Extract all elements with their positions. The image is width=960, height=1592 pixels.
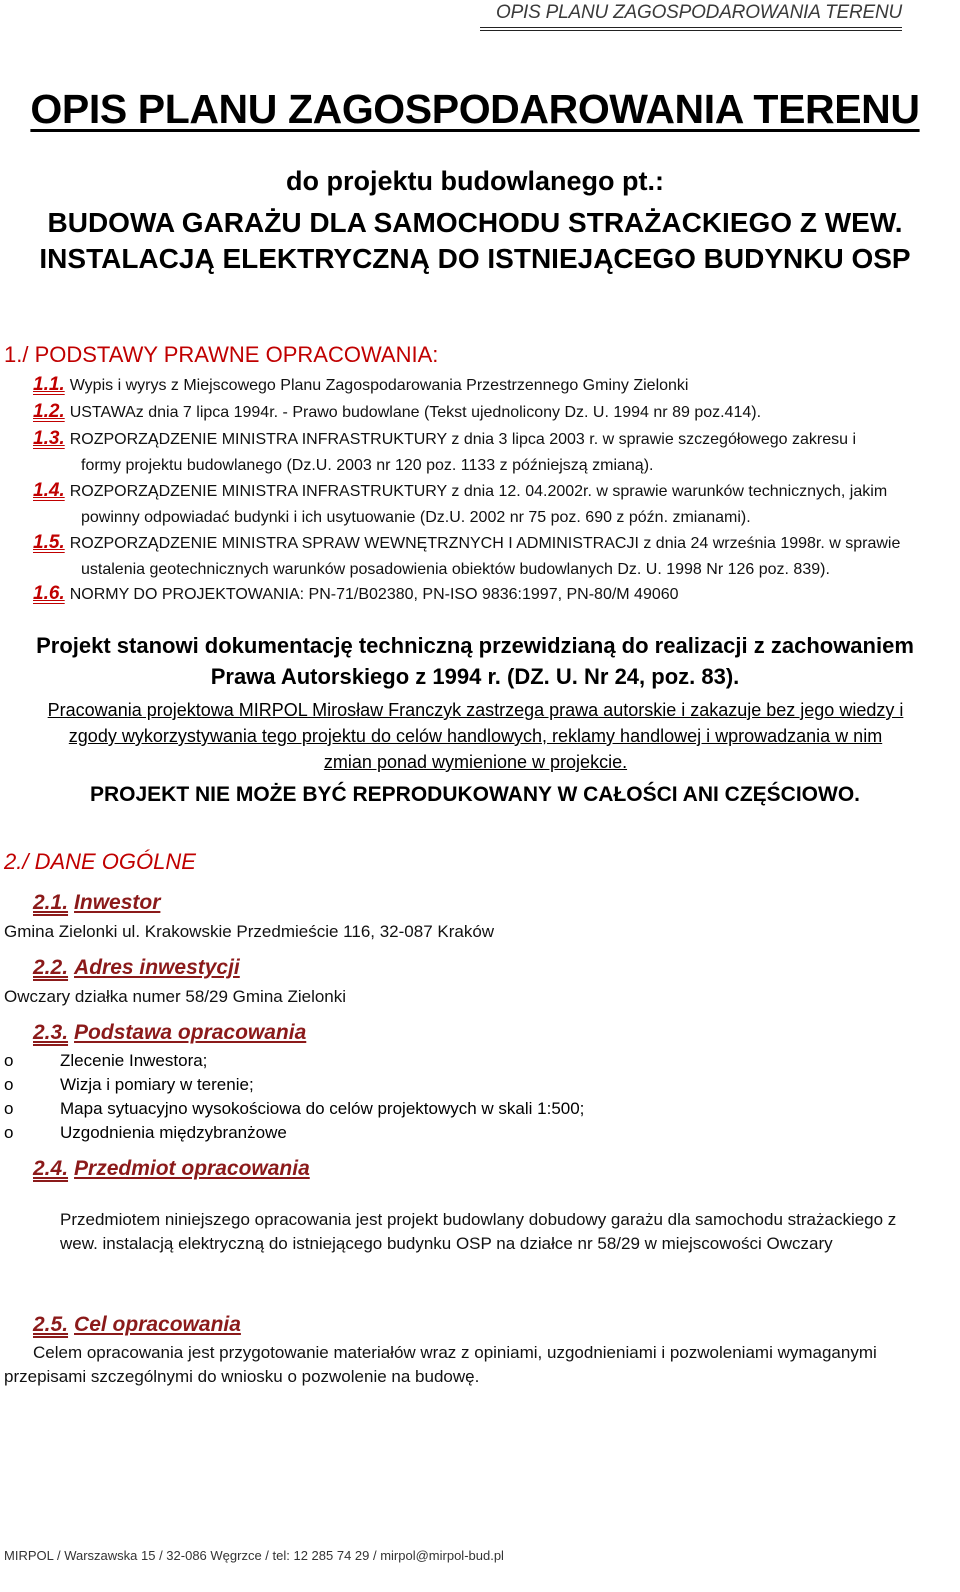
item-number: 1.4. (33, 480, 65, 501)
notice-line: Pracowania projektowa MIRPOL Mirosław Franczyk zastrzega prawa autorskie i zakazuje bez jego wiedzy i (47, 700, 904, 720)
subsection-number: 2.3. (33, 1021, 69, 1044)
subsection-heading (33, 1157, 310, 1181)
bullet-icon: o (4, 1123, 14, 1142)
legal-basis-item (33, 399, 953, 426)
section-heading: 1./ PODSTAWY PRAWNE OPRACOWANIA: (4, 342, 439, 367)
item-number: 1.6. (33, 583, 65, 604)
item-text: ROZPORZĄDZENIE MINISTRA INFRASTRUKTURY z dnia 12. 04.2002r. w sprawie warunków technicznych, jakim (69, 483, 888, 500)
subsection-title: Inwestor (74, 891, 161, 914)
legal-basis-item (33, 581, 953, 608)
list-item-text: Mapa sytuacyjno wysokościowa do celów projektowych w skali 1:500; (60, 1099, 585, 1118)
list-item-text: Zlecenie Inwestora; (60, 1051, 208, 1070)
subsection-title: Cel opracowania (74, 1313, 241, 1336)
subject-paragraph (60, 1208, 955, 1256)
subsection-number: 2.5. (33, 1313, 69, 1336)
item-number: 1.5. (33, 532, 65, 553)
investor-text: Gmina Zielonki ul. Krakowskie Przedmieście 116, 32-087 Kraków (4, 922, 495, 941)
subsection-heading (33, 891, 160, 915)
subsection-title: Podstawa opracowania (74, 1021, 307, 1044)
list-item (4, 1097, 584, 1121)
legal-basis-item (33, 426, 953, 479)
subsection-heading (33, 956, 240, 980)
legal-basis-item (33, 530, 953, 583)
item-text: ROZPORZĄDZENIE MINISTRA INFRASTRUKTURY z dnia 3 lipca 2003 r. w sprawie szczegółowego zakresu i (69, 431, 857, 448)
project-name-line: BUDOWA GARAŻU DLA SAMOCHODU STRAŻACKIEGO Z WEW. (47, 207, 903, 238)
subsection-number: 2.1. (33, 891, 69, 914)
paragraph-line: Celem opracowania jest przygotowanie materiałów wraz z opiniami, uzgodnieniami i pozwoleniami wymaganymi (33, 1343, 877, 1362)
item-number: 1.2. (33, 401, 65, 422)
paragraph-line: wew. instalacją elektryczną do istniejącego budynku OSP na działce nr 58/29 w miejscowości Owczary (60, 1234, 833, 1253)
header-rule (480, 27, 902, 28)
list-item (4, 1049, 207, 1073)
document-title: OPIS PLANU ZAGOSPODAROWANIA TERENU (30, 86, 920, 132)
legal-basis-item (33, 478, 953, 531)
list-item (4, 1073, 254, 1097)
paragraph-line: przepisami szczególnymi do wniosku o pozwolenie na budowę. (4, 1367, 480, 1386)
subsection-number: 2.4. (33, 1157, 69, 1180)
subsection-title: Adres inwestycji (74, 956, 240, 979)
copyright-notice (8, 697, 943, 775)
header-rule (480, 30, 902, 31)
list-item (4, 1121, 287, 1145)
address-text: Owczary działka numer 58/29 Gmina Zielonki (4, 987, 347, 1006)
item-number: 1.3. (33, 428, 65, 449)
list-item-text: Uzgodnienia międzybranżowe (60, 1123, 287, 1142)
paragraph-line: Przedmiotem niniejszego opracowania jest projekt budowlany dobudowy garażu dla samochodu strażackiego z (60, 1210, 897, 1229)
item-text: Wypis i wyrys z Miejscowego Planu Zagospodarowania Przestrzennego Gminy Zielonki (69, 377, 689, 394)
bullet-icon: o (4, 1051, 14, 1070)
list-item-text: Wizja i pomiary w terenie; (60, 1075, 254, 1094)
bullet-icon: o (4, 1099, 14, 1118)
bullet-icon: o (4, 1075, 14, 1094)
legal-basis-item (33, 372, 953, 399)
subsection-heading (33, 1021, 306, 1045)
notice-line: zgody wykorzystywania tego projektu do celów handlowych, reklamy handlowej i wprowadzania w nim (68, 726, 883, 746)
copyright-statement (0, 630, 950, 692)
item-text: USTAWAz dnia 7 lipca 1994r. - Prawo budowlane (Tekst ujednolicony Dz. U. 1994 nr 89 poz.414). (69, 404, 762, 421)
subsection-number: 2.2. (33, 956, 69, 979)
purpose-paragraph (4, 1341, 954, 1389)
subsection-heading (33, 1313, 241, 1337)
project-name-line: INSTALACJĄ ELEKTRYCZNĄ DO ISTNIEJĄCEGO BUDYNKU OSP (39, 243, 911, 274)
notice-line: zmian ponad wymienione w projekcie. (323, 752, 628, 772)
item-text: NORMY DO PROJEKTOWANIA: PN-71/B02380, PN-ISO 9836:1997, PN-80/M 49060 (69, 586, 679, 603)
subsection-title: Przedmiot opracowania (74, 1157, 310, 1180)
project-name (0, 205, 950, 277)
reproduction-warning: PROJEKT NIE MOŻE BYĆ REPRODUKOWANY W CAŁOŚCI ANI CZĘŚCIOWO. (89, 783, 861, 806)
running-header: OPIS PLANU ZAGOSPODAROWANIA TERENU (496, 2, 902, 23)
item-text: ROZPORZĄDZENIE MINISTRA SPRAW WEWNĘTRZNYCH I ADMINISTRACJI z dnia 24 września 1998r. w sprawie (69, 535, 901, 552)
item-text-continued: ustalenia geotechnicznych warunków posadowienia obiektów budowlanych Dz. U. 1998 Nr 126 poz. 839). (81, 561, 830, 578)
document-subtitle: do projektu budowlanego pt.: (286, 166, 664, 196)
item-text-continued: powinny odpowiadać budynki i ich usytuowanie (Dz.U. 2002 nr 75 poz. 690 z późn. zmianami). (81, 509, 751, 526)
page-footer: MIRPOL / Warszawska 15 / 32-086 Węgrzce / tel: 12 285 74 29 / mirpol@mirpol-bud.pl (4, 1548, 504, 1563)
copyright-line: Projekt stanowi dokumentację techniczną przewidzianą do realizacji z zachowaniem (36, 633, 914, 658)
copyright-line: Prawa Autorskiego z 1994 r. (DZ. U. Nr 24, poz. 83). (210, 664, 740, 689)
item-number: 1.1. (33, 374, 65, 395)
section-heading: 2./ DANE OGÓLNE (4, 849, 196, 874)
item-text-continued: formy projektu budowlanego (Dz.U. 2003 nr 120 poz. 1133 z późniejszą zmianą). (81, 457, 654, 474)
